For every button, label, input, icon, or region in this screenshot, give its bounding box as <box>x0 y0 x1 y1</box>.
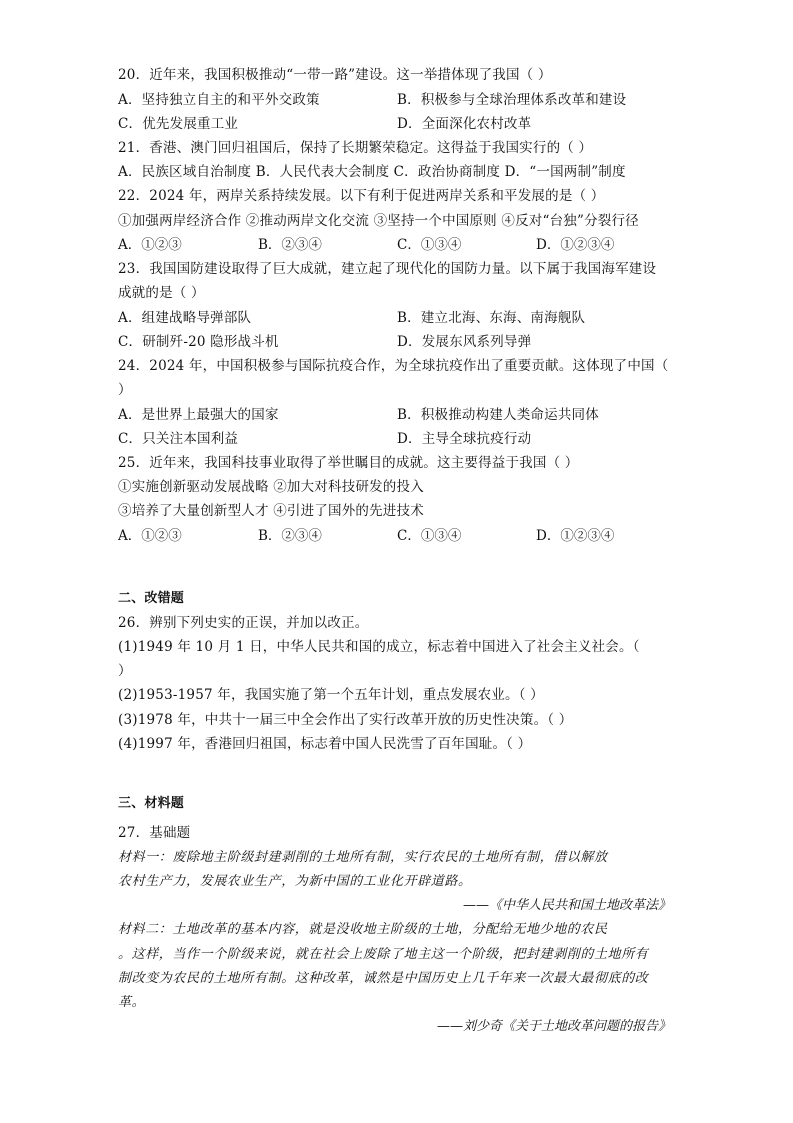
q23-option-c: C．研制歼-20 隐形战斗机 <box>118 334 279 350</box>
q25-option-a: A．①②③ <box>118 528 182 544</box>
q22-stem: 22．2024 年，两岸关系持续发展。以下有利于促进两岸关系和平发展的是（ ） <box>118 188 605 204</box>
q27-stem: 27．基础题 <box>118 825 191 841</box>
q20-option-d: D．全面深化农村改革 <box>397 116 532 132</box>
q24-option-a: A．是世界上最强大的国家 <box>118 407 279 423</box>
q20-option-b: B．积极参与全球治理体系改革和建设 <box>397 92 627 108</box>
material-2-line1: 材料二：土地改革的基本内容，就是没收地主阶级的土地，分配给无地少地的农民 <box>118 922 608 937</box>
material-2-line4: 革。 <box>118 995 146 1010</box>
q22-option-d: D．①②③④ <box>536 237 615 253</box>
q25-option-b: B．②③④ <box>258 528 322 544</box>
q26-item-1-line2: ） <box>118 663 132 679</box>
q26-stem: 26．辨别下列史实的正误，并加以改正。 <box>118 615 369 631</box>
q22-option-c: C．①③④ <box>397 237 462 253</box>
q22-items: ①加强两岸经济合作 ②推动两岸文化交流 ③坚持一个中国原则 ④反对“台独”分裂行径 <box>118 213 639 229</box>
q21-stem: 21．香港、澳门回归祖国后，保持了长期繁荣稳定。这得益于我国实行的（ ） <box>118 140 593 156</box>
material-1-source: ——《中华人民共和国土地改革法》 <box>462 898 671 913</box>
q26-item-3: (3)1978 年，中共十一届三中全会作出了实行改革开放的历史性决策。（ ） <box>118 712 573 728</box>
q23-option-b: B．建立北海、东海、南海舰队 <box>397 310 586 326</box>
q22-option-a: A．①②③ <box>118 237 182 253</box>
material-1-line2: 农村生产力，发展农业生产，为新中国的工业化开辟道路。 <box>118 874 472 889</box>
q20-option-c: C．优先发展重工业 <box>118 116 239 132</box>
material-2-line3: 制改变为农民的土地所有制。这种改革，诚然是中国历史上几千年来一次最大最彻底的改 <box>118 971 649 986</box>
q23-stem-line2: 成就的是（ ） <box>118 285 205 301</box>
q25-items-line2: ③培养了大量创新型人才 ④引进了国外的先进技术 <box>118 503 424 519</box>
material-1-line1: 材料一：废除地主阶级封建剥削的土地所有制，实行农民的土地所有制，借以解放 <box>118 850 608 865</box>
q25-option-d: D．①②③④ <box>536 528 615 544</box>
q25-items-line1: ①实施创新驱动发展战略 ②加大对科技研发的投入 <box>118 479 424 495</box>
q20-stem: 20．近年来，我国积极推动“一带一路”建设。这一举措体现了我国（ ） <box>118 67 552 83</box>
q24-stem-line2: ） <box>118 382 132 398</box>
q24-option-b: B．积极推动构建人类命运共同体 <box>397 407 599 423</box>
material-2-line2: 。这样，当作一个阶级来说，就在社会上废除了地主这一个阶级，把封建剥削的土地所有 <box>118 947 649 962</box>
q25-option-c: C．①③④ <box>397 528 462 544</box>
q23-stem-line1: 23．我国国防建设取得了巨大成就，建立起了现代化的国防力量。以下属于我国海军建设 <box>118 261 657 277</box>
q24-option-c: C．只关注本国利益 <box>118 431 239 447</box>
q26-item-2: (2)1953-1957 年，我国实施了第一个五年计划，重点发展农业。（ ） <box>118 687 544 703</box>
q21-options: A．民族区域自治制度 B．人民代表大会制度 C．政治协商制度 D．“一国两制”制度 <box>118 164 626 180</box>
q25-stem: 25．近年来，我国科技事业取得了举世瞩目的成就。这主要得益于我国（ ） <box>118 455 579 471</box>
material-2-source: ——刘少奇《关于土地改革问题的报告》 <box>436 1019 671 1034</box>
q23-option-a: A．组建战略导弹部队 <box>118 310 252 326</box>
section-3-title: 三、材料题 <box>118 796 185 811</box>
section-2-title: 二、改错题 <box>118 591 185 606</box>
q20-option-a: A．坚持独立自主的和平外交政策 <box>118 92 320 108</box>
q26-item-1-line1: (1)1949 年 10 月 1 日，中华人民共和国的成立，标志着中国进入了社会主义社会。（ <box>118 639 640 655</box>
q26-item-4: (4)1997 年，香港回归祖国，标志着中国人民洗雪了百年国耻。（ ） <box>118 736 532 752</box>
q24-stem-line1: 24．2024 年，中国积极参与国际抗疫合作，为全球抗疫作出了重要贡献。这体现了中国（ <box>118 358 669 374</box>
q23-option-d: D．发展东风系列导弹 <box>397 334 532 350</box>
q22-option-b: B．②③④ <box>258 237 322 253</box>
q24-option-d: D．主导全球抗疫行动 <box>397 431 532 447</box>
